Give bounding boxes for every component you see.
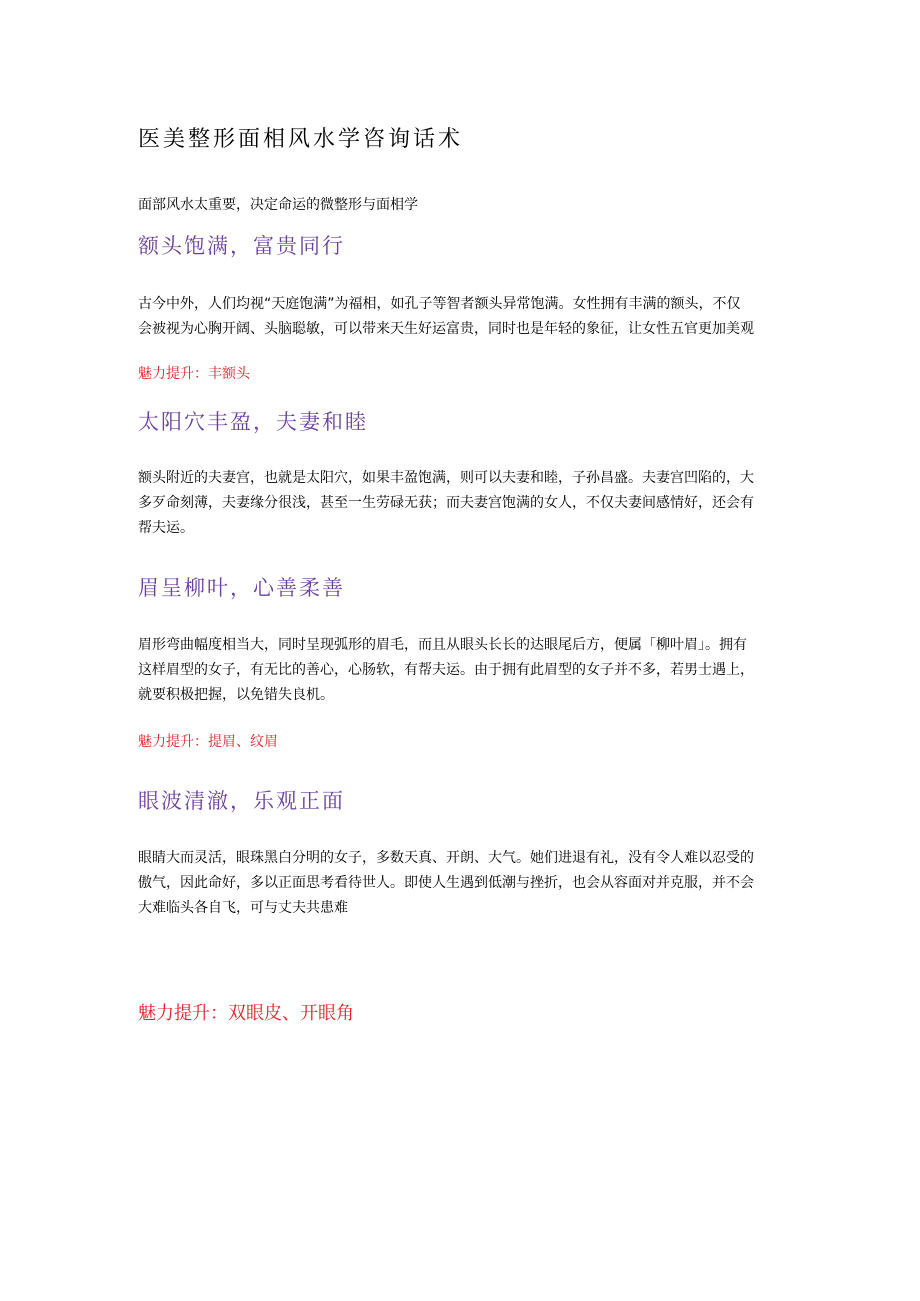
document-subtitle: 面部风水太重要，决定命运的微整形与面相学 [138, 197, 418, 213]
paragraph-line: 眼睛大而灵活，眼珠黑白分明的女子，多数天真、开朗、大气。她们进退有礼，没有令人难以忍受的 [138, 850, 754, 866]
section-paragraph-eyes [138, 846, 786, 921]
document-title: 医美整形面相风水学咨询话术 [138, 127, 464, 152]
paragraph-line: 就要积极把握，以免错失良机。 [138, 687, 334, 703]
paragraph-line: 帮夫运。 [138, 520, 194, 536]
charm-boost-eyebrows: 魅力提升：提眉、纹眉 [138, 734, 278, 750]
paragraph-line: 大难临头各自飞，可与丈夫共患难 [138, 900, 348, 916]
charm-boost-eyes: 魅力提升：双眼皮、开眼角 [138, 1003, 354, 1024]
section-heading-eyebrows: 眉呈柳叶，心善柔善 [138, 576, 345, 600]
paragraph-line: 额头附近的夫妻宫，也就是太阳穴，如果丰盈饱满，则可以夫妻和睦，子孙昌盛。夫妻宫凹陷的，大 [138, 470, 754, 486]
charm-boost-forehead: 魅力提升：丰额头 [138, 366, 250, 382]
section-paragraph-forehead [138, 292, 786, 342]
section-heading-eyes: 眼波清澈，乐观正面 [138, 789, 345, 813]
paragraph-line: 古今中外，人们均视“天庭饱满”为福相，如孔子等智者额头异常饱满。女性拥有丰满的额头，不仅 [138, 296, 741, 312]
section-heading-temples: 太阳穴丰盈，夫妻和睦 [138, 410, 368, 434]
section-heading-forehead: 额头饱满，富贵同行 [138, 234, 345, 258]
section-paragraph-eyebrows [138, 633, 786, 708]
paragraph-line: 会被视为心胸开阔、头脑聪敏，可以带来天生好运富贵，同时也是年轻的象征，让女性五官更加美观 [138, 321, 754, 337]
paragraph-line: 多歹命刻薄，夫妻缘分很浅，甚至一生劳碌无获；而夫妻宫饱满的女人，不仅夫妻间感情好，还会有 [138, 495, 754, 511]
paragraph-line: 这样眉型的女子，有无比的善心，心肠软，有帮夫运。由于拥有此眉型的女子并不多，若男士遇上， [138, 662, 754, 678]
paragraph-line: 傲气，因此命好，多以正面思考看待世人。即使人生遇到低潮与挫折，也会从容面对并克服，并不会 [138, 875, 754, 891]
section-paragraph-temples [138, 466, 786, 541]
paragraph-line: 眉形弯曲幅度相当大，同时呈现弧形的眉毛，而且从眼头长长的达眼尾后方，便属「柳叶眉」。拥有 [138, 637, 747, 653]
